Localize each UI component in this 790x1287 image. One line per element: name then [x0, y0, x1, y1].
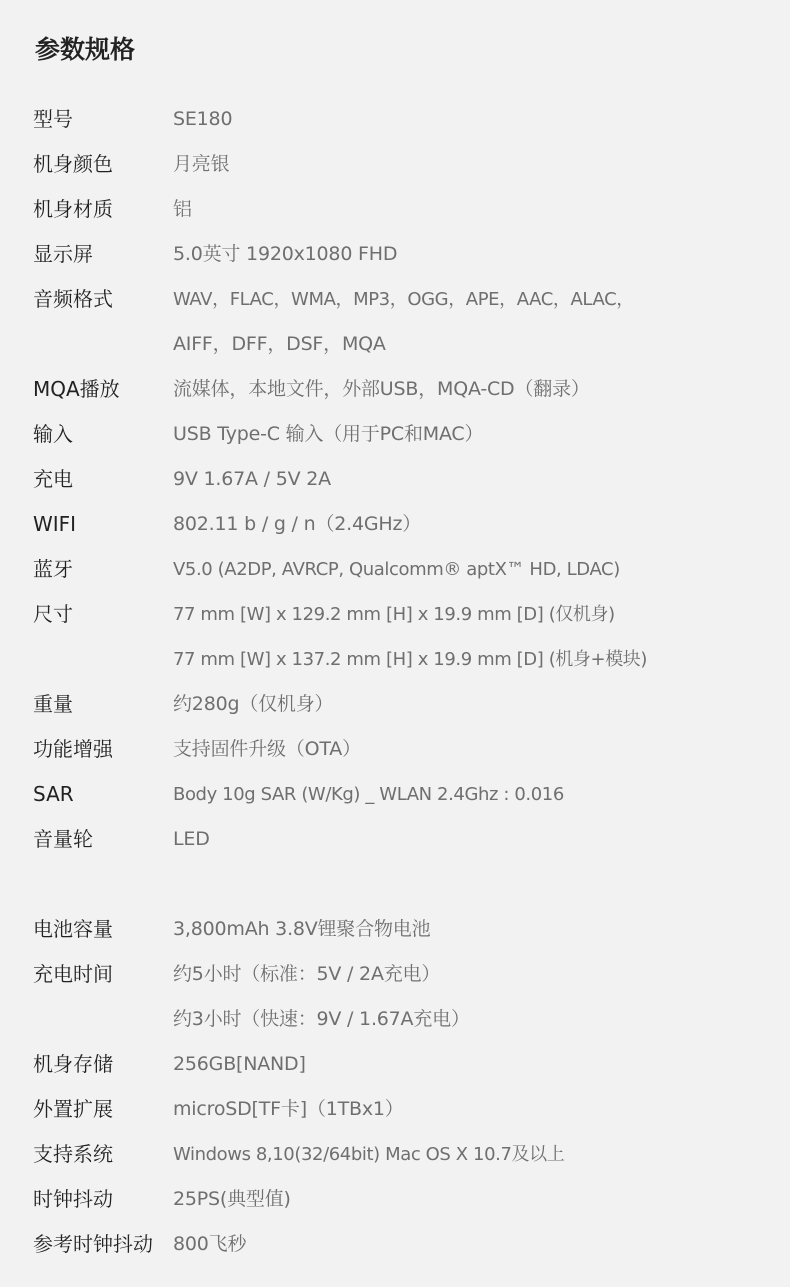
spec-value: microSD[TF卡]（1TBx1） [173, 1098, 404, 1120]
spec-label: WIFI [33, 512, 77, 536]
spec-label: 显示屏 [33, 242, 93, 266]
spec-value: 256GB[NAND] [173, 1053, 306, 1075]
spec-label: 尺寸 [33, 602, 73, 626]
spec-label: MQA播放 [33, 377, 120, 401]
spec-row-volume-wheel [0, 817, 790, 862]
spec-row-wifi [0, 502, 790, 547]
spec-label: 外置扩展 [33, 1097, 113, 1121]
spec-row-dimensions [0, 592, 790, 637]
spec-label: 机身存储 [33, 1052, 113, 1076]
spec-label: 电池容量 [33, 917, 113, 941]
spec-row-input [0, 412, 790, 457]
spec-value: 流媒体，本地文件，外部USB，MQA-CD（翻录） [173, 378, 590, 400]
spec-row-enhancement [0, 727, 790, 772]
spec-row-charging [0, 457, 790, 502]
spec-label: 型号 [33, 107, 73, 131]
spec-row-sar [0, 772, 790, 817]
spec-value: 铝 [173, 198, 192, 220]
spec-row-weight [0, 682, 790, 727]
spec-label: 音频格式 [33, 287, 113, 311]
spec-row-charge-time-fast [0, 997, 790, 1042]
spec-row-clock-jitter [0, 1177, 790, 1222]
spec-value: 约280g（仅机身） [173, 693, 334, 715]
spec-label: 重量 [33, 692, 73, 716]
spec-value: 9V 1.67A / 5V 2A [173, 468, 331, 490]
spec-value: SE180 [173, 108, 233, 130]
spec-row-expansion [0, 1087, 790, 1132]
spec-label: 功能增强 [33, 737, 113, 761]
spec-row-audio-formats [0, 277, 790, 322]
spec-row-charge-time [0, 952, 790, 997]
spec-row-os-support [0, 1132, 790, 1177]
spec-row-mqa [0, 367, 790, 412]
page-title: 参数规格 [35, 35, 136, 64]
spec-value: 月亮银 [173, 153, 230, 175]
spec-value: AIFF，DFF，DSF，MQA [173, 333, 386, 355]
spec-label: 输入 [33, 422, 73, 446]
spec-label: 机身材质 [33, 197, 113, 221]
spec-label: 充电时间 [33, 962, 113, 986]
spec-label: 蓝牙 [33, 557, 73, 581]
spec-label: 参考时钟抖动 [33, 1232, 153, 1256]
spec-label: 充电 [33, 467, 73, 491]
spec-value: 约3小时（快速：9V / 1.67A充电） [173, 1008, 470, 1030]
spec-value: 800飞秒 [173, 1233, 247, 1255]
spec-value: 支持固件升级（OTA） [173, 738, 361, 760]
spec-label: SAR [33, 782, 74, 806]
spec-label: 支持系统 [33, 1142, 113, 1166]
spec-value: USB Type-C 输入（用于PC和MAC） [173, 423, 484, 445]
spec-row-display [0, 232, 790, 277]
spec-value: 802.11 b / g / n（2.4GHz） [173, 513, 422, 535]
spec-row-bluetooth [0, 547, 790, 592]
spec-value: V5.0 (A2DP, AVRCP, Qualcomm® aptX™ HD, LDAC) [173, 559, 620, 580]
spec-row-storage [0, 1042, 790, 1087]
spec-row-ref-clock-jitter [0, 1222, 790, 1267]
spec-row-color [0, 142, 790, 187]
spec-row-audio-formats-cont [0, 322, 790, 367]
spec-row-battery [0, 907, 790, 952]
spec-row-material [0, 187, 790, 232]
spec-row-model [0, 97, 790, 142]
spec-label: 音量轮 [33, 827, 93, 851]
spec-label: 时钟抖动 [33, 1187, 113, 1211]
spec-value: Windows 8,10(32/64bit) Mac OS X 10.7及以上 [173, 1144, 565, 1165]
spec-value: 3,800mAh 3.8V锂聚合物电池 [173, 918, 431, 940]
spec-value: 25PS(典型值) [173, 1188, 291, 1210]
spec-value: 77 mm [W] x 137.2 mm [H] x 19.9 mm [D] (机身+模块) [173, 649, 648, 670]
spec-value: 5.0英寸 1920x1080 FHD [173, 243, 398, 265]
spec-value: Body 10g SAR (W/Kg) _ WLAN 2.4Ghz : 0.016 [173, 784, 564, 805]
spec-value: 约5小时（标准：5V / 2A充电） [173, 963, 441, 985]
spec-label: 机身颜色 [33, 152, 113, 176]
spec-value: LED [173, 828, 210, 850]
spec-value: WAV，FLAC，WMA，MP3，OGG，APE，AAC，ALAC， [173, 289, 634, 310]
spec-value: 77 mm [W] x 129.2 mm [H] x 19.9 mm [D] (仅机身) [173, 604, 615, 625]
spec-row-dimensions-module [0, 637, 790, 682]
